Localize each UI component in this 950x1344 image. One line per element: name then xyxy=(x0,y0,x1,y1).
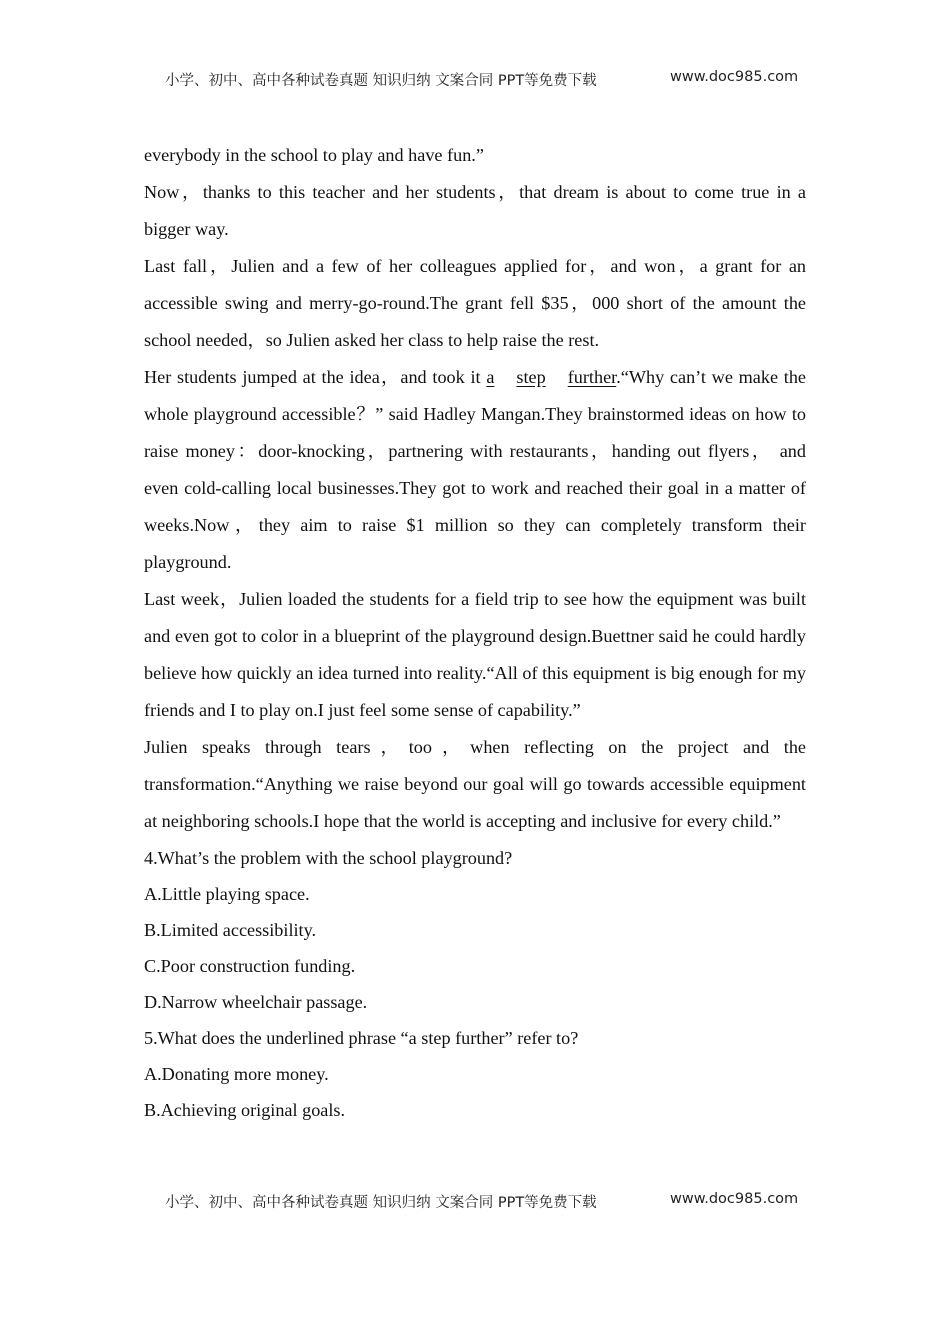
underlined-phrase xyxy=(486,367,616,387)
question-4 xyxy=(144,840,806,1020)
paragraph-6: Julien speaks through tears，too，when reflecting on the project and the transformation.“Anything we raise beyond our goal will go towards accessible equipment at neighboring schools.I hope that the world is accepting and inclusive for every child.” xyxy=(144,737,806,831)
question-stem: 5.What does the underlined phrase “a step further” refer to? xyxy=(144,1028,579,1048)
question-5 xyxy=(144,1020,806,1128)
option-b: B.Achieving original goals. xyxy=(144,1100,346,1120)
header-text: 小学、初中、高中各种试卷真题 知识归纳 文案合同 PPT等免费下载 xyxy=(165,73,597,89)
underlined-word-further: further xyxy=(567,367,617,387)
passage-body xyxy=(144,137,806,1128)
option-a: A.Donating more money. xyxy=(144,1064,329,1084)
option-a: A.Little playing space. xyxy=(144,884,310,904)
underlined-word-step: step xyxy=(516,367,546,387)
option-b: B.Limited accessibility. xyxy=(144,920,317,940)
footer-text: 小学、初中、高中各种试卷真题 知识归纳 文案合同 PPT等免费下载 xyxy=(165,1195,597,1211)
footer-site-link[interactable]: www.doc985.com xyxy=(670,1191,799,1207)
paragraph-5: Last week，Julien loaded the students for a field trip to see how the equipment was built and even got to color in a blueprint of the playground design.Buettner said he could hardly believe how quickly an idea turned into reality.“All of this equipment is big enough for my friends and I to play on.I just feel some sense of capability.” xyxy=(144,589,806,720)
paragraph-3: Last fall，Julien and a few of her colleagues applied for，and won，a grant for an accessible swing and merry-go-round.The grant fell $35，000 short of the amount the school needed，so Julien asked her class to help raise the rest. xyxy=(144,256,806,350)
question-stem: 4.What’s the problem with the school playground? xyxy=(144,848,513,868)
option-d: D.Narrow wheelchair passage. xyxy=(144,992,368,1012)
header-site-link[interactable]: www.doc985.com xyxy=(670,69,799,85)
paragraph-4 xyxy=(144,359,806,581)
option-c: C.Poor construction funding. xyxy=(144,956,356,976)
paragraph-4-lead: Her students jumped at the idea，and took it xyxy=(144,367,487,387)
paragraph-1: everybody in the school to play and have fun.” xyxy=(144,145,484,165)
paragraph-4-rest: .“Why can’t we make the whole playground accessible？” said Hadley Mangan.They brainstormed ideas on how to raise money：door-knocking，partnering with restaurants，handing out flyers， and even cold-calling local businesses.They got to work and reached their goal in a matter of weeks.Now，they aim to raise $1 million so they can completely transform their playground. xyxy=(144,367,806,572)
underlined-word-a: a xyxy=(486,367,495,387)
paragraph-2: Now，thanks to this teacher and her students，that dream is about to come true in a bigger way. xyxy=(144,182,806,239)
